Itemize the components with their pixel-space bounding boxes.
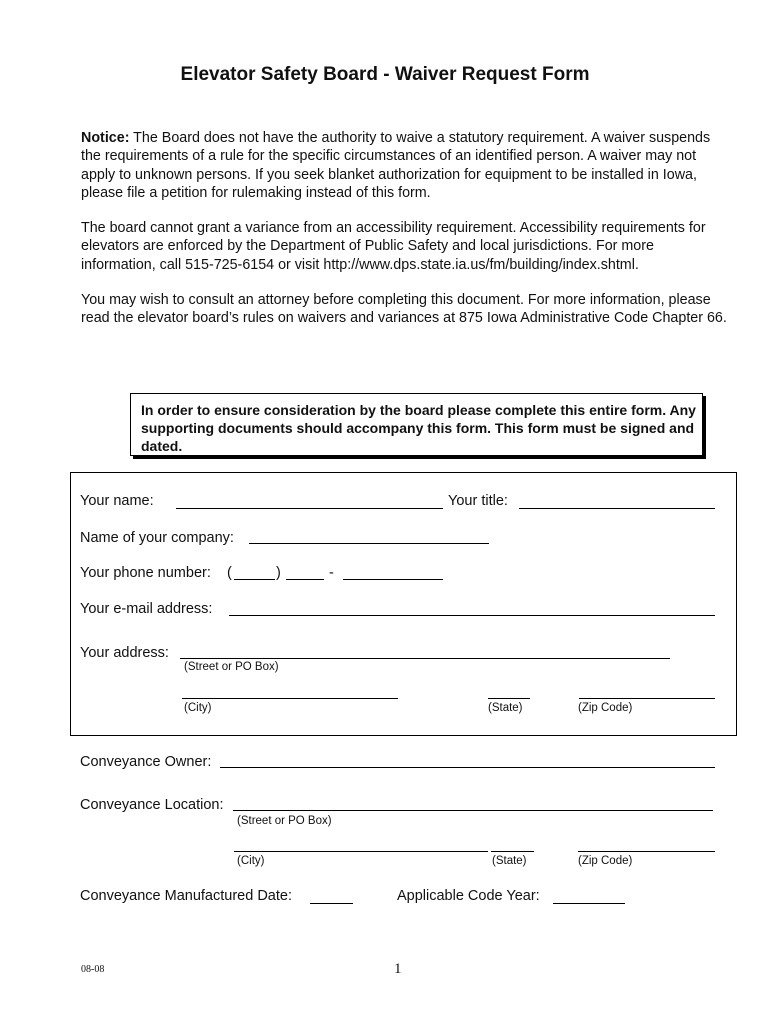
phone-line-number-field[interactable] (343, 579, 443, 580)
email-field[interactable] (229, 615, 715, 616)
page-number: 1 (394, 961, 402, 977)
instruction-text: In order to ensure consideration by the board please complete this entire form. Any supporting documents should accompany this form. This form must be signed and dated. (141, 402, 696, 454)
phone-label: Your phone number: (80, 565, 211, 581)
form-title: Elevator Safety Board - Waiver Request Form (180, 64, 590, 85)
code-year-field[interactable] (553, 903, 625, 904)
manufactured-date-label: Conveyance Manufactured Date: (80, 888, 292, 904)
phone-prefix-field[interactable] (286, 579, 324, 580)
notice-text: The Board does not have the authority to waive a statutory requirement. A waiver suspends the requirements of a rule for the specific circumstances of an identified person. A waiver may not apply to unknown persons. If you seek blanket authorization for equipment to be installed in Iowa, please file a petition for rulemaking instead of this form. (81, 130, 711, 201)
company-label: Name of your company: (80, 530, 234, 546)
conveyance-zip-caption: (Zip Code) (578, 855, 633, 867)
manufactured-date-field[interactable] (310, 903, 353, 904)
address-label: Your address: (80, 645, 169, 661)
conveyance-zip-field[interactable] (578, 851, 715, 852)
address-state-field[interactable] (488, 698, 530, 699)
address-street-field[interactable] (180, 658, 670, 659)
conveyance-location-label: Conveyance Location: (80, 797, 224, 813)
notice-label: Notice: (81, 130, 130, 146)
your-name-label: Your name: (80, 493, 154, 509)
address-city-caption: (City) (184, 702, 212, 714)
notice-paragraph (81, 129, 731, 202)
conveyance-state-caption: (State) (492, 855, 527, 867)
address-state-caption: (State) (488, 702, 523, 714)
conveyance-city-caption: (City) (237, 855, 265, 867)
phone-dash: - (329, 565, 334, 581)
your-title-label: Your title: (448, 493, 508, 509)
your-name-field[interactable] (176, 508, 443, 509)
conveyance-owner-label: Conveyance Owner: (80, 754, 212, 770)
form-revision-code: 08-08 (81, 964, 105, 975)
address-zip-caption: (Zip Code) (578, 702, 633, 714)
phone-area-code-field[interactable] (234, 579, 275, 580)
accessibility-paragraph: The board cannot grant a variance from an accessibility requirement. Accessibility requirements for elevators are enforced by the Department of Public Safety and local jurisdictions. For more information, call 515-725-6154 or visit http://www.dps.state.ia.us/fm/building/index.shtml. (81, 220, 706, 273)
address-street-caption: (Street or PO Box) (184, 661, 279, 673)
your-title-field[interactable] (519, 508, 715, 509)
conveyance-location-street-field[interactable] (233, 810, 713, 811)
conveyance-city-field[interactable] (234, 851, 488, 852)
conveyance-street-caption: (Street or PO Box) (237, 815, 332, 827)
phone-open-paren: ( (227, 565, 232, 581)
company-field[interactable] (249, 543, 489, 544)
conveyance-state-field[interactable] (491, 851, 534, 852)
conveyance-owner-field[interactable] (220, 767, 715, 768)
attorney-paragraph: You may wish to consult an attorney before completing this document. For more information, please read the elevator board’s rules on waivers and variances at 875 Iowa Administrative Code Chapter 66. (81, 292, 727, 327)
address-zip-field[interactable] (579, 698, 715, 699)
code-year-label: Applicable Code Year: (397, 888, 540, 904)
address-city-field[interactable] (182, 698, 398, 699)
phone-close-paren: ) (276, 565, 281, 581)
email-label: Your e-mail address: (80, 601, 213, 617)
